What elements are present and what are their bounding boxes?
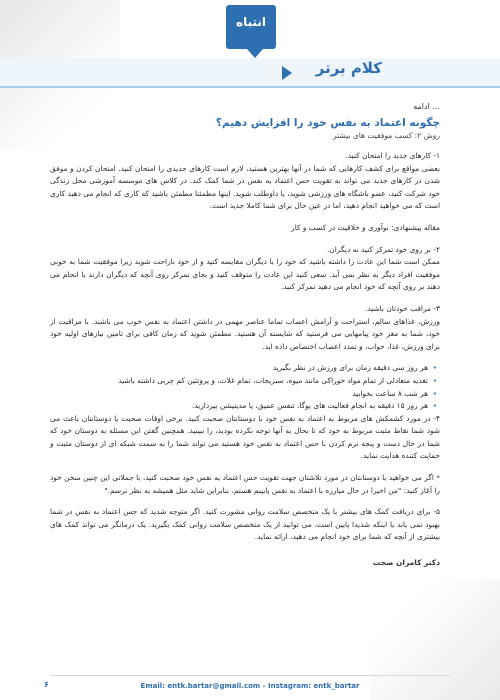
quote-note: * اگر می خواهید با دوستانتان در مورد تلاشتان جهت تقویت حس اعتماد به نفس خود صحبت کنید، با جملاتی این چنین سخن خود را آغاز کنید: "من اخیرا در حال مبارزه با اعتماد به نفس پایینم هستم، بنابراین شاید مثل همیشه به نظر نرسم." — [50, 473, 440, 495]
footer-divider — [50, 675, 450, 676]
tips-list — [50, 362, 440, 412]
section-1-body: بعضی مواقع برای کشف کارهایی که شما در آنها بهترین هستید، لازم است کارهای جدیدی را امتحان کنید. امتحان کردن و موفق شدن در کارهای جدید می تواند به تقویت حس اعتماد به نفس در شما کمک کند. در کلاس های موسسه آموزشی محل زندگی خود شرکت کنید، عضو باشگاه های ورزشی شوید، یا داوطلب شوید. اینها مطمئنا مطمئن باشید که کاری که انجام می دهید کاری است که می خواهید انجام دهید، اما در عین حال برای شما کاملا جدید است. — [50, 163, 440, 211]
list-item: • هر شب ۸ ساعت بخوابید — [50, 388, 428, 401]
logo-pointer — [247, 49, 263, 58]
header-arrow-icon — [282, 66, 292, 80]
section-header-band — [0, 58, 500, 88]
section-3-heading: ۳- مراقب خودتان باشید. — [365, 303, 440, 313]
list-item: • هر روز سی دقیقه زمان برای ورزش در نظر بگیرید — [50, 362, 428, 375]
section-title: کلام برتر — [315, 59, 382, 77]
section-3-body: ورزش، غذاهای سالم، استراحت و آرامش اعصاب تماما عناصر مهمی در داشتن اعتماد به نفس خوب می باشند. با مراقبت از خود، شما به مغز خود پیامهایی می فرستید که شایسته آن هستید. مطمئن شوید که زمان کافی برای تامین نیازهای اولیه خود برای ورزش، غذا، خواب، و تمدد اعصاب اختصاص داده اید. — [50, 316, 440, 351]
logo-text: انتباه — [235, 15, 266, 29]
footer-contact: Email: entk.bartar@gmail.com - Instagram: entk_bartar — [140, 682, 360, 690]
suggested-article: مقاله پیشنهادی: نوآوری و خلاقیت در کسب و کار — [291, 222, 440, 232]
section-2-heading: ۲- بر روی خود تمرکز کنید نه دیگران. — [326, 244, 440, 254]
magazine-logo — [226, 5, 276, 49]
article-subtitle: روش ۲: کسب موفقیت های بیشتر — [333, 131, 440, 140]
section-1-heading: ۱- کارهای جدید را امتحان کنید. — [345, 151, 440, 160]
author-name: دکتر کامران صحت — [372, 558, 440, 568]
list-item: • تغذیه متعادلی از تمام مواد خوراکی مانند میوه، سبزیجات، تمام غلات، و پروتئین کم چربی داشته باشید — [50, 375, 428, 388]
page-number: ۶ — [44, 680, 49, 689]
section-5-body: ۵- برای دریافت کمک های بیشتر با یک متخصص سلامت روانی مشورت کنید. اگر متوجه شدید که حس اعتماد به نفس در شما بهبود نمی یابد یا اینکه شدیدا پایین است، می توانید از یک متخصص سلامت روانی کمک بگیرید. یک درمانگر می تواند کمک های بیشتری از آنچه که شما برای خود انجام می دهید، ارائه نماید. — [50, 507, 440, 542]
list-item: • هر روز ۱۵ دقیقه به انجام فعالیت های یوگا، تنفس عمیق، یا مدیتیشن بپردازید. — [50, 400, 428, 413]
continued-label: ... ادامه — [413, 102, 440, 111]
section-2-body: ممکن است شما این عادت را داشته باشید که خود را با دیگران مقایسه کنید و از خود ناراحت شوید زیرا موفقیت شما به خوبی موفقیت افراد دیگر به نظر نمی آید. سعی کنید این عادت را متوقف کنید و بجای تمرکز روی آنچه که دیگران دارند یا انجام می دهند بر روی آنچه که خود انجام می دهید تمرکز کنید. — [50, 257, 440, 292]
article-body — [50, 102, 440, 567]
section-4-body: ۴- در مورد کشمکش های مربوط به اعتماد به نفس خود با دوستانتان صحبت کنید. برخی اوقات صحبت با دوستانتان باعث می شود شما نقاط مثبت مربوط به خود که تا بحال به آنها توجه نکرده بودید، را ببینید. همچنین گفتن این مسئله به دوستان خود که شما در حال دست و پنجه نرم کردن با حس اعتماد به نفس خود هستید می تواند شما را به سمت شبکه ای از دوستان مثبت و حمایت کننده هدایت نماید. — [50, 413, 440, 461]
article-title: چگونه اعتماد به نفس خود را افزایش دهیم؟ — [215, 117, 440, 129]
